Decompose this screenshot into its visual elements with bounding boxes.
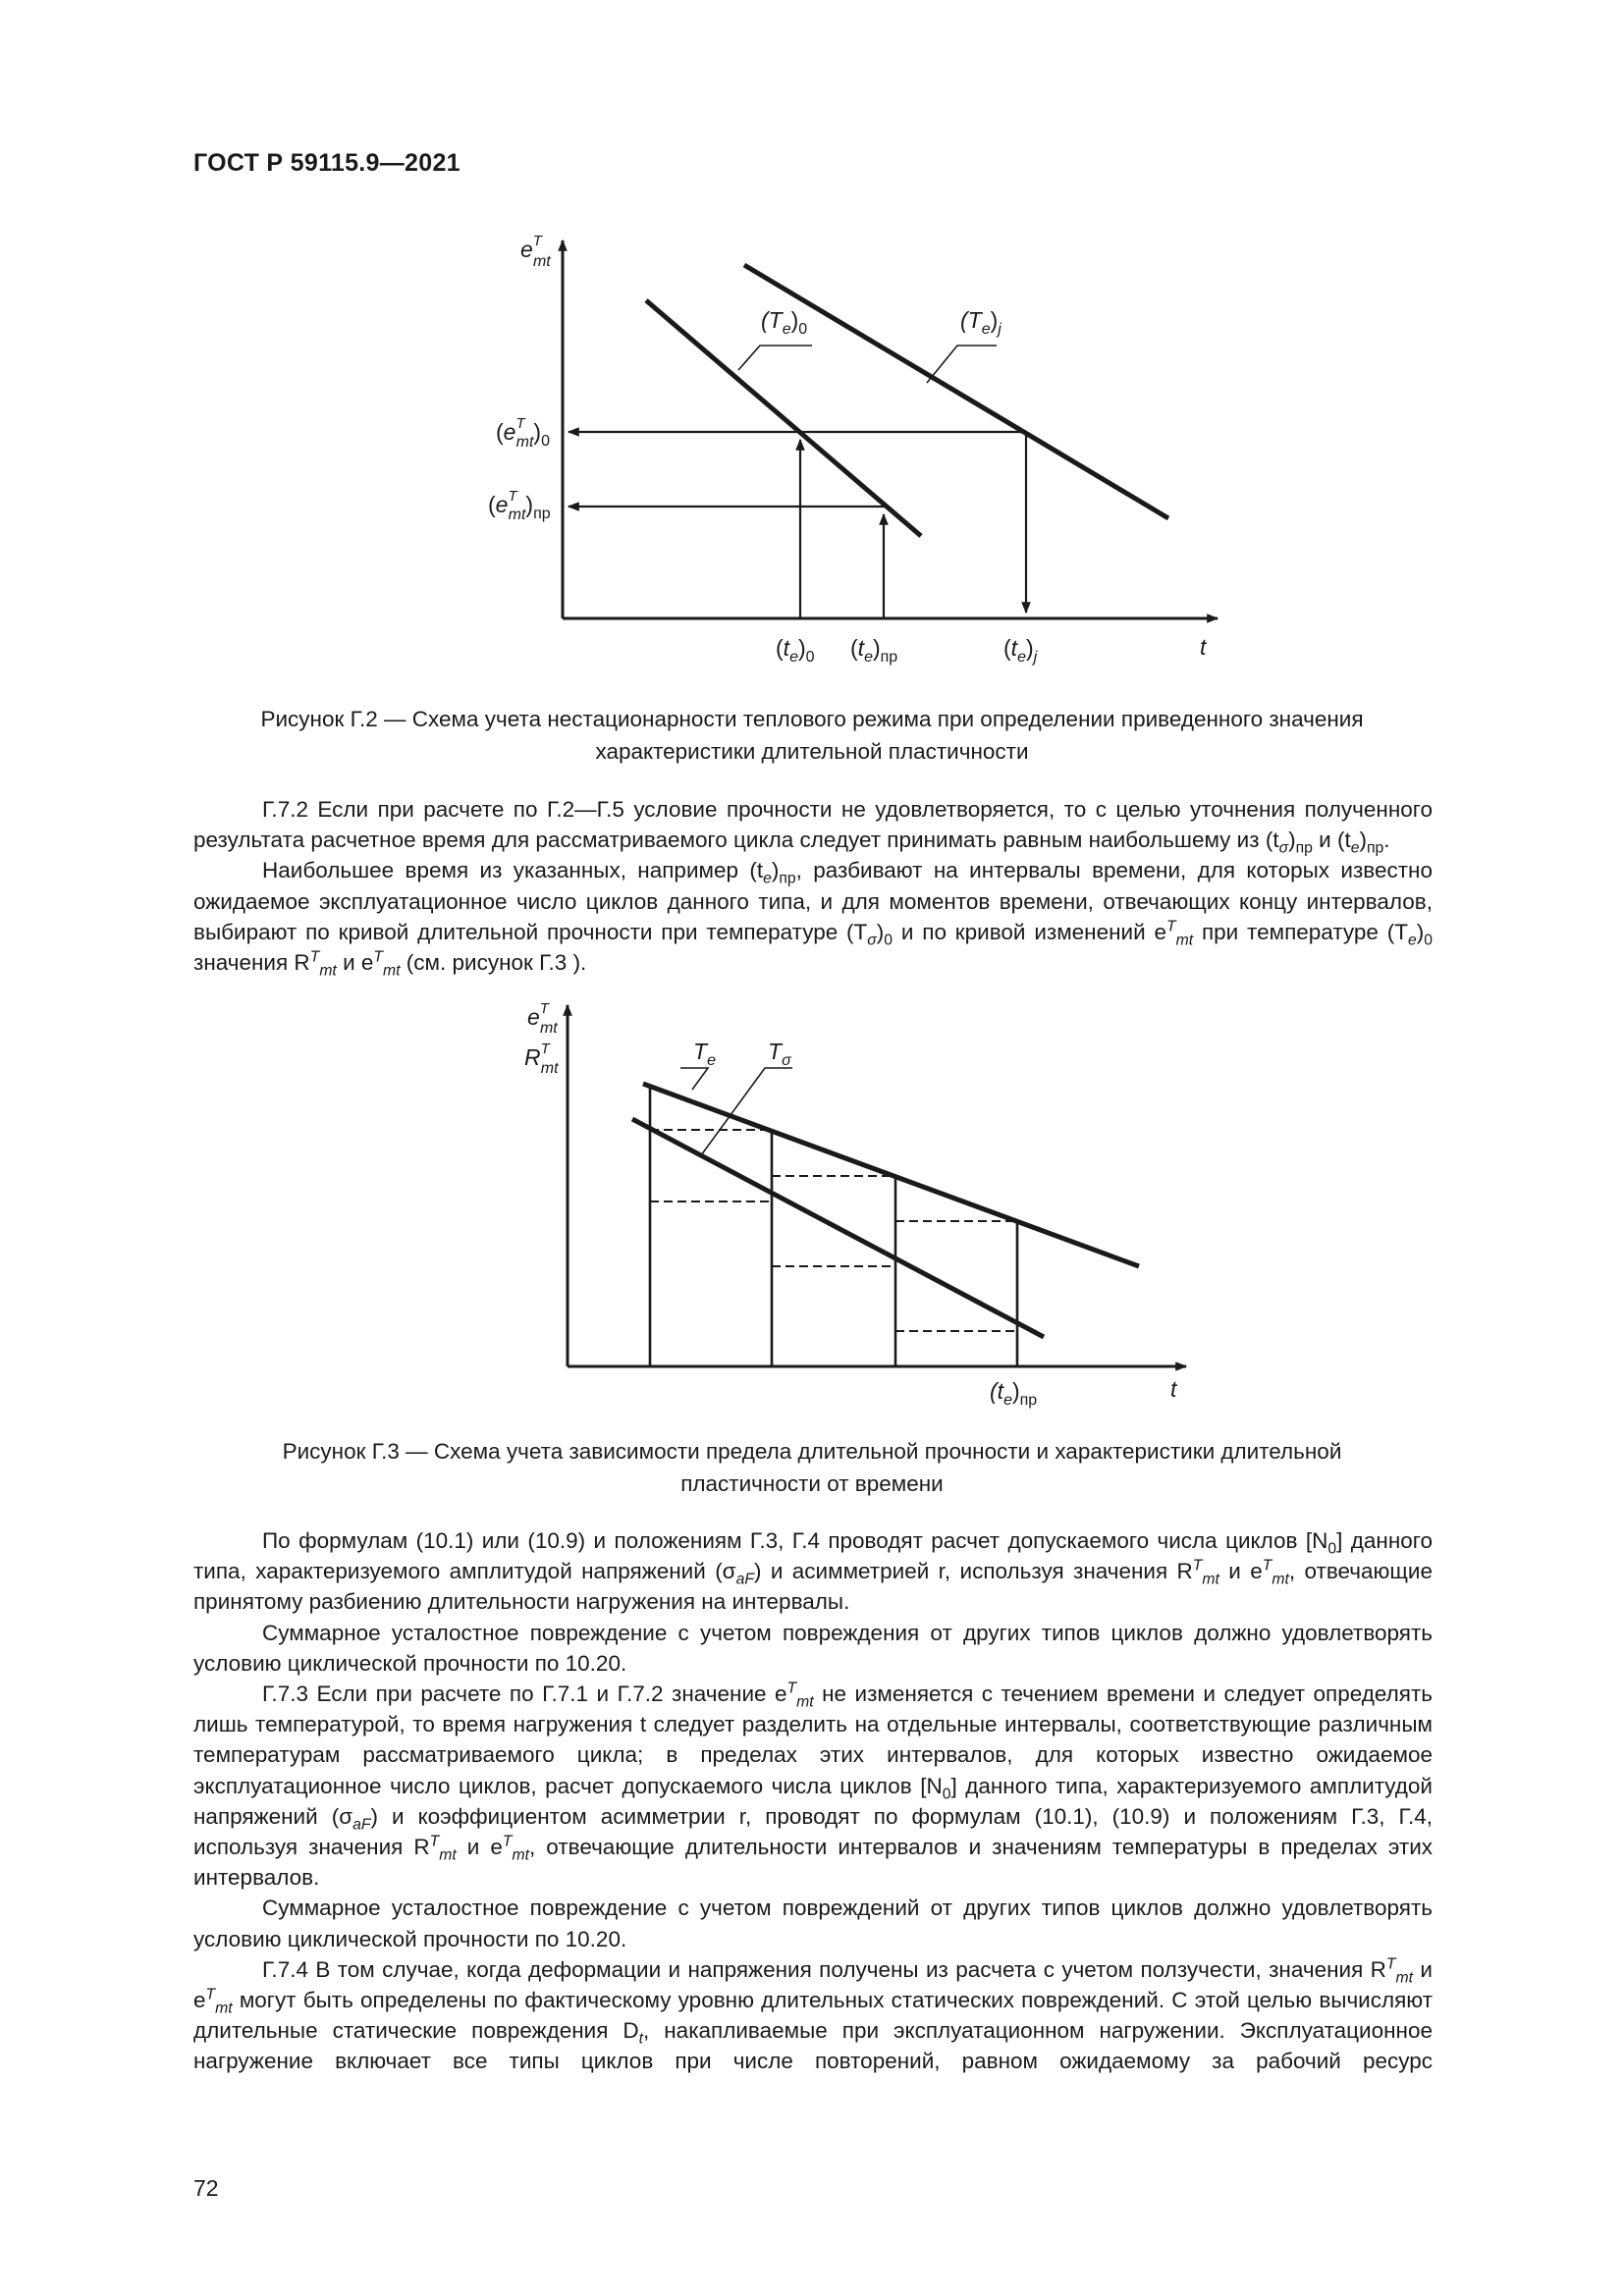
figure-g3-caption: [196, 1435, 1428, 1500]
g2-label-te0: $(T_e)_0$: [761, 307, 808, 338]
g3-line-tsigma: [632, 1119, 1044, 1337]
paragraph-formulas: По формулам (10.1) или (10.9) и положениям Г.3, Г.4 проводят расчет допускаемого числа циклов $[N_0]$ данного типа, характеризуемого амплитудой напряжений $(\sigma_{aF})$ и асимметрией r, используя значения $R^T_{mt}$ и $e^T_{mt}$, отвечающие принятому разбиению длительности нагружения на интервалы.: [193, 1528, 1433, 1615]
g3-label-te: $T_e$: [693, 1039, 716, 1069]
page-number: 72: [193, 2175, 219, 2201]
document-header: ГОСТ Р 59115.9—2021: [193, 149, 460, 177]
figure-g3-caption-line2: пластичности от времени: [680, 1471, 944, 1496]
g2-xtick-tj: $(t_e)_j$: [1003, 635, 1038, 666]
paragraph-g74: Г.7.4 В том случае, когда деформации и напряжения получены из расчета с учетом ползучести, значения $R^T_{mt}$ и $e^T_{mt}$ могут быть определены по фактическому уровню длительных статических повреждений. С этой целью вычисляют длительные статические повреждения $D_t$, накапливаемые при эксплуатационном нагружении. Эксплуатационное нагружение включает все типы циклов при числе повторений, равном ожидаемому за рабочий ресурс: [193, 1955, 1433, 2074]
figure-g2-caption-line2: характеристики длительной пластичности: [595, 739, 1029, 764]
g2-ytick-epr: ($e^T$ $mt)_{пр}$: [488, 488, 551, 523]
g3-x-axis-label: t: [1170, 1376, 1177, 1402]
g2-xtick-tpr: $(t_e)_{пр}$: [850, 635, 898, 666]
paragraph-summary-2: Суммарное усталостное повреждение с учетом повреждений от других типов циклов должно удовлетворять условию циклической прочности по 10.20.: [193, 1896, 1433, 1951]
g3-y-label-e: $e^T$ mt: [527, 1000, 558, 1037]
figure-g2-caption-line1: Рисунок Г.2 — Схема учета нестационарности теплового режима при определении приведенного значения: [260, 707, 1364, 731]
paragraph-g73: Г.7.3 Если при расчете по Г.7.1 и Г.7.2 значение $e^T_{mt}$ не изменяется с течением времени и следует определять лишь температурой, то время нагружения t следует разделить на отдельные интервалы, соответствующие различным температурам рассматриваемого цикла; в пределах этих интервалов, для которых известно ожидаемое эксплуатационное число циклов, расчет допускаемого числа циклов $[N_0]$ данного типа, характеризуемого амплитудой напряжений $(\sigma_{aF})$ и коэффициентом асимметрии r, проводят по формулам (10.1), (10.9) и положениям Г.3, Г.4, используя значения $R^T_{mt}$ и $e^T_{mt}$, отвечающие длительности интервалов и значениям температуры в пределах этих интервалов.: [193, 1680, 1434, 1891]
paragraph-g72: Г.7.2 Если при расчете по Г.2—Г.5 условие прочности не удовлетворяется, то с целью уточнения полученного результата расчетное время для рассматриваемого цикла следует принимать равным наибольшему из $(t_\sigma)_{пр}$ и $(t_e)_{пр}$.: [193, 797, 1433, 857]
g3-label-tsigma: $T_\sigma$: [768, 1039, 791, 1069]
figure-g3-caption-line1: Рисунок Г.3 — Схема учета зависимости предела длительной прочности и характеристики длительной: [282, 1439, 1342, 1464]
g3-y-label-r: $R^T$ mt: [524, 1041, 559, 1077]
text-block-2: [193, 1525, 1433, 2077]
paragraph-largest-time: Наибольшее время из указанных, например $(t_e)_{пр}$, разбивают на интервалы времени, для которых известно ожидаемое эксплуатационное число циклов данного типа, и для моментов времени, отвечающих концу интервалов, выбирают по кривой длительной прочности при температуре $(T_\sigma)_0$ и по кривой изменений $e^T_{mt}$ при температуре $(T_e)_0$ значения $R^T_{mt}$ и $e^T_{mt}$ (см. рисунок Г.3 ).: [193, 858, 1433, 980]
g2-label-tej: $(T_e)_j$: [960, 307, 1001, 338]
paragraph-summary-1: Суммарное усталостное повреждение с учетом повреждения от других типов циклов должно удовлетворять условию циклической прочности по 10.20.: [193, 1620, 1433, 1676]
g3-leader-te: [680, 1068, 708, 1090]
g3-line-te: [643, 1084, 1139, 1266]
g2-ytick-e0: ($e^T$ $mt)_0$: [496, 415, 550, 451]
g2-xtick-t0: $(t_e)_0$: [776, 635, 815, 666]
g2-y-axis-label: $e^T$ mt: [520, 233, 551, 270]
g3-xtick-tpr: $(t_e)_{пр}$: [990, 1378, 1038, 1409]
g2-x-axis-label: t: [1200, 634, 1207, 660]
